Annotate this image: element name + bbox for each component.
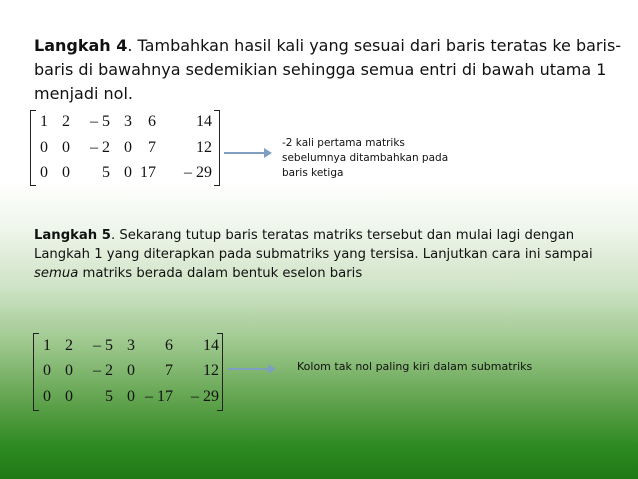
matrix-cell: 0 xyxy=(127,388,135,405)
step-5-heading: Langkah 5 xyxy=(34,228,111,243)
step-4-paragraph xyxy=(34,34,624,106)
matrix-cell: 17 xyxy=(140,164,156,181)
matrix-cell: 14 xyxy=(203,337,219,354)
matrix-cell: 7 xyxy=(165,362,173,379)
step-4-text: . Tambahkan hasil kali yang sesuai dari baris teratas ke baris-baris di bawahnya sedemikian sehingga semua entri di bawah utama 1 menjadi nol. xyxy=(34,36,622,103)
matrix-cell: 12 xyxy=(203,362,219,379)
matrix-cell: – 29 xyxy=(184,164,212,181)
note-line: sebelumnya ditambahkan pada xyxy=(282,152,449,164)
matrix-row xyxy=(33,362,223,382)
matrix-step-5 xyxy=(33,333,223,411)
matrix-cell: 0 xyxy=(65,362,73,379)
note-line: -2 kali pertama matriks xyxy=(282,137,405,149)
matrix-cell: 7 xyxy=(148,139,156,156)
step-4-heading: Langkah 4 xyxy=(34,36,128,55)
step-5-text-end: matriks berada dalam bentuk eselon baris xyxy=(78,266,363,281)
matrix-cell: 6 xyxy=(165,337,173,354)
step-5-emphasis: semua xyxy=(34,266,79,281)
matrix-row xyxy=(33,337,223,357)
matrix-cell: 3 xyxy=(124,113,132,130)
matrix-cell: 0 xyxy=(40,164,48,181)
matrix-cell: – 17 xyxy=(145,388,173,405)
matrix-cell: 0 xyxy=(62,164,70,181)
matrix-cell: 5 xyxy=(102,164,110,181)
matrix-cell: – 5 xyxy=(90,113,110,130)
matrix-cell: 0 xyxy=(127,362,135,379)
matrix-cell: 14 xyxy=(196,113,212,130)
matrix-cell: – 2 xyxy=(90,139,110,156)
step-5-text: . Sekarang tutup baris teratas matriks tersebut dan mulai lagi dengan Langkah 1 yang diterapkan pada submatriks yang tersisa. Lanjutkan cara ini sampai xyxy=(34,228,593,262)
matrix-cell: 6 xyxy=(148,113,156,130)
matrix-cell: 5 xyxy=(105,388,113,405)
matrix-cell: 0 xyxy=(65,388,73,405)
step-5-paragraph xyxy=(34,226,594,283)
matrix-cell: 3 xyxy=(127,337,135,354)
matrix-cell: 0 xyxy=(124,164,132,181)
matrix-cell: 1 xyxy=(43,337,51,354)
matrix-row xyxy=(30,113,220,133)
matrix-cell: – 29 xyxy=(191,388,219,405)
arrow-icon xyxy=(224,152,270,154)
matrix-cell: 0 xyxy=(62,139,70,156)
matrix-row xyxy=(30,164,220,184)
note-row-operation xyxy=(282,136,512,181)
matrix-row xyxy=(30,139,220,159)
matrix-cell: 2 xyxy=(65,337,73,354)
matrix-cell: 0 xyxy=(40,139,48,156)
arrow-icon xyxy=(228,368,274,370)
matrix-row xyxy=(33,388,223,408)
matrix-cell: 0 xyxy=(43,388,51,405)
note-line: baris ketiga xyxy=(282,167,344,179)
matrix-cell: 0 xyxy=(124,139,132,156)
matrix-step-4 xyxy=(30,110,220,186)
matrix-cell: 12 xyxy=(196,139,212,156)
matrix-cell: 1 xyxy=(40,113,48,130)
matrix-cell: 0 xyxy=(43,362,51,379)
note-leftmost-column: Kolom tak nol paling kiri dalam submatriks xyxy=(297,360,533,373)
matrix-cell: 2 xyxy=(62,113,70,130)
matrix-cell: – 5 xyxy=(93,337,113,354)
matrix-cell: – 2 xyxy=(93,362,113,379)
